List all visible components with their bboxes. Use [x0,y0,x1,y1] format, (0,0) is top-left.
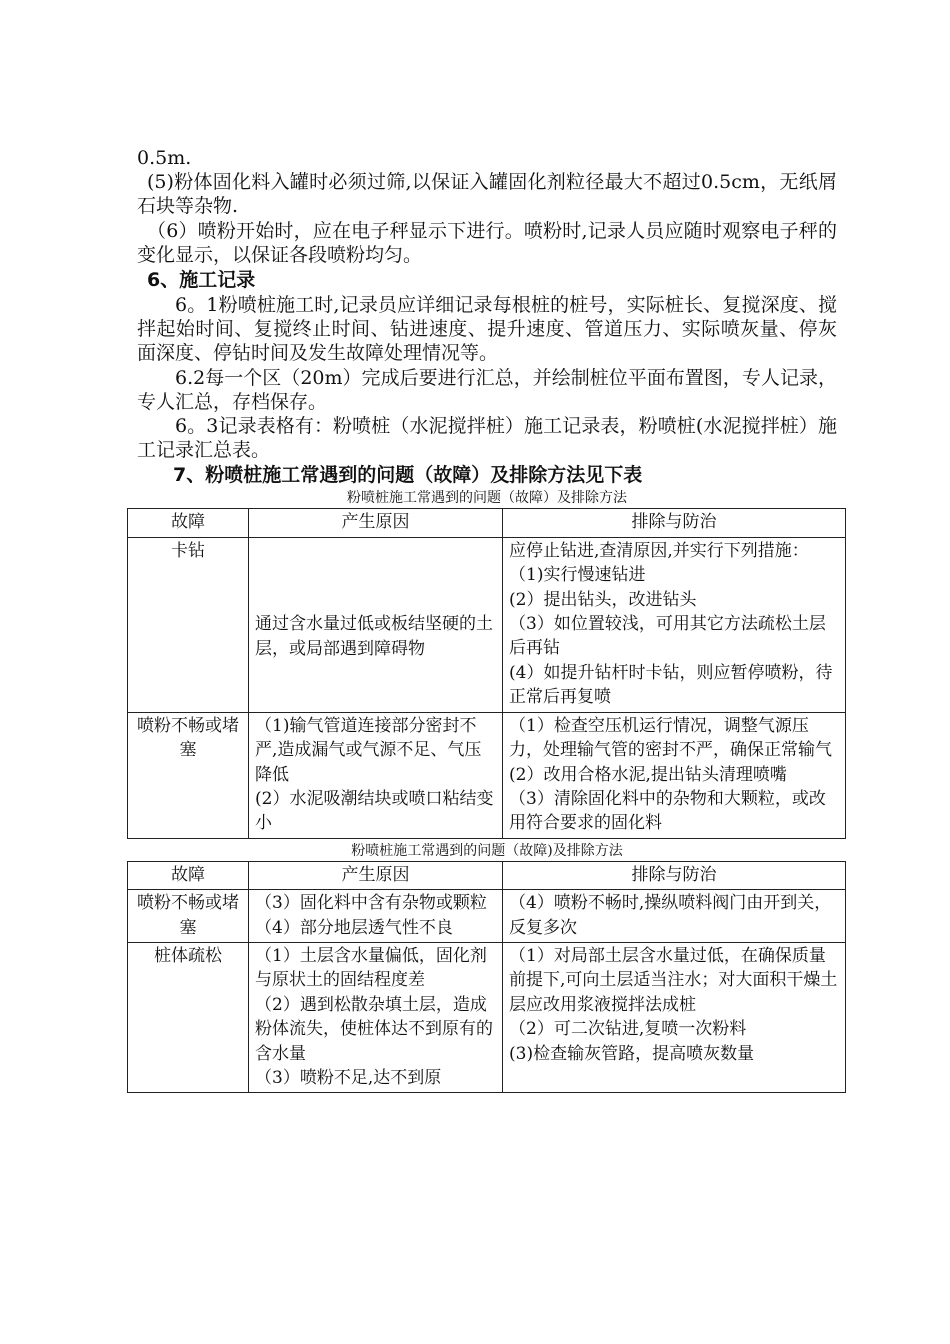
header-cause: 产生原因 [249,509,503,537]
table-caption-1: 粉喷桩施工常遇到的问题（故障）及排除方法 [347,490,627,507]
cause-line: （1)输气管道连接部分密封不严,造成漏气或气源不足、气压降低 [255,715,482,785]
remedy-cell [503,942,846,1092]
remedy-line: （1）对局部土层含水量过低，在确保质量前提下,可向土层适当注水；对大面积干燥土层应改用浆液搅拌法成桩 [509,945,838,1015]
header-remedy: 排除与防治 [503,861,846,889]
cause-line: （1）土层含水量偏低，固化剂与原状土的固结程度差 [255,945,487,991]
remedy-cell [503,537,846,712]
fault-cell: 喷粉不畅或堵塞 [128,890,249,943]
header-cause: 产生原因 [249,861,503,889]
paragraph-6-3: 6。3记录表格有：粉喷桩（水泥搅拌桩）施工记录表，粉喷桩(水泥搅拌桩）施工记录汇总表。 [137,415,837,462]
remedy-cell [503,712,846,838]
table-row [128,890,846,943]
section-heading-7: 7、粉喷桩施工常遇到的问题（故障）及排除方法见下表 [173,464,643,487]
remedy-line: (2）改用合格水泥,提出钻头清理喷嘴 [509,764,787,785]
fault-table-2 [127,861,846,1094]
remedy-line: （1)实行慢速钻进 [509,565,646,586]
paragraph-item-6: （6）喷粉开始时，应在电子秤显示下进行。喷粉时,记录人员应随时观察电子秤的变化显示，以保证各段喷粉均匀。 [137,219,837,266]
cause-line: （3）喷粉不足,达不到原 [255,1067,442,1088]
remedy-line: （1）检查空压机运行情况，调整气源压力，处理输气管的密封不严，确保正常输气 [509,715,832,761]
fault-cell: 喷粉不畅或堵塞 [128,712,249,838]
fault-cell: 桩体疏松 [128,942,249,1092]
remedy-line: 应停止钻进,查清原因,并实行下列措施： [509,540,809,561]
paragraph-continuation: 0.5m. [137,147,192,169]
table-caption-2: 粉喷桩施工常遇到的问题（故障)及排除方法 [351,842,623,859]
header-remedy: 排除与防治 [503,509,846,537]
cause-line: 通过含水量过低或板结坚硬的土层，或局部遇到障碍物 [255,614,493,659]
remedy-line: （3）清除固化料中的杂物和大颗粒，或改用符合要求的固化料 [509,788,826,834]
remedy-line: （4）喷粉不畅时,操纵喷料阀门由开到关，反复多次 [509,893,832,938]
remedy-line: （2）可二次钻进,复喷一次粉料 [509,1019,747,1040]
cause-line: (2）水泥吸潮结块或喷口粘结变小 [255,788,494,834]
document-page [137,146,837,1093]
section-heading-6: 6、施工记录 [147,269,256,292]
paragraph-item-5: (5)粉体固化料入罐时必须过筛,以保证入罐固化剂粒径最大不超过0.5cm，无纸屑石块等杂物. [137,171,837,218]
table-row [128,942,846,1092]
remedy-cell [503,890,846,943]
table-row [128,712,846,838]
table-row [128,537,846,712]
table-header-row [128,861,846,889]
remedy-line: (3)检查输灰管路，提高喷灰数量 [509,1043,755,1064]
cause-line: （4）部分地层透气性不良 [255,917,453,938]
remedy-line: (4）如提升钻杆时卡钻，则应暂停喷粉，待正常后再复喷 [509,662,833,708]
remedy-line: （3）如位置较浅，可用其它方法疏松土层后再钻 [509,614,826,659]
table-header-row [128,509,846,537]
cause-line: （2）遇到松散杂填土层，造成粉体流失，使桩体达不到原有的含水量 [255,994,493,1064]
header-fault: 故障 [128,509,249,537]
fault-cell: 卡钻 [128,537,249,712]
header-fault: 故障 [128,861,249,889]
fault-table-1 [127,508,846,838]
cause-cell [249,942,503,1092]
cause-cell [249,537,503,712]
paragraph-6-2: 6.2每一个区（20m）完成后要进行汇总，并绘制桩位平面布置图，专人记录，专人汇总，存档保存。 [137,366,837,413]
paragraph-6-1: 6。1粉喷桩施工时,记录员应详细记录每根桩的桩号，实际桩长、复搅深度、搅拌起始时间、复搅终止时间、钻进速度、提升速度、管道压力、实际喷灰量、停灰面深度、停钻时间及发生故障处理情况等。 [137,294,837,365]
cause-line: （3）固化料中含有杂物或颗粒 [255,893,487,914]
cause-cell [249,712,503,838]
cause-cell [249,890,503,943]
remedy-line: (2）提出钻头，改进钻头 [509,589,697,610]
